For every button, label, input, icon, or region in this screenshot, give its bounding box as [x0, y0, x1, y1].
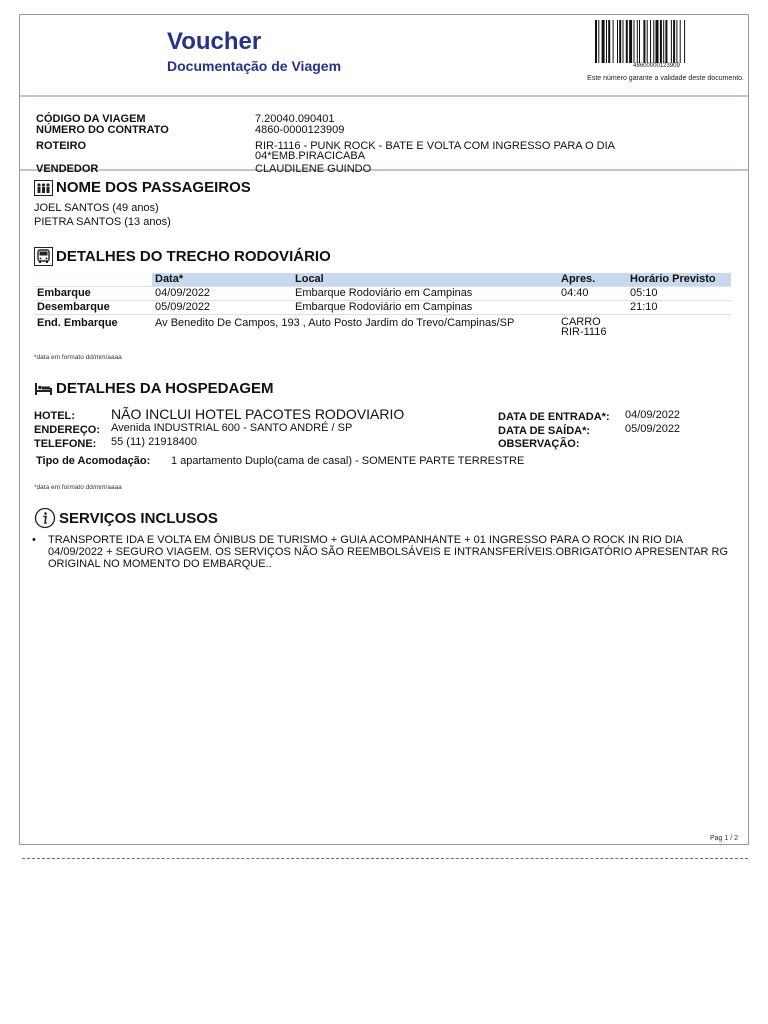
table-header: Local [292, 273, 558, 287]
cut-line [22, 858, 748, 859]
voucher-title: Voucher [167, 28, 262, 55]
row-label: Embarque [34, 287, 152, 301]
barcode [595, 20, 718, 63]
entrada-value: 04/09/2022 [625, 409, 681, 421]
info-icon [34, 507, 56, 529]
cell-apres: CARRO RIR-1116 [558, 315, 627, 338]
cell-local: Embarque Rodoviário em Campinas [292, 301, 558, 315]
hospedagem-title: DETALHES DA HOSPEDAGEM [56, 380, 274, 397]
cell-apres: 04:40 [558, 287, 627, 301]
acomodacao-value: 1 apartamento Duplo(cama de casal) - SOMENTE PARTE TERRESTRE [171, 455, 525, 467]
bullet-icon: • [32, 534, 36, 546]
servicos-heading [34, 507, 218, 529]
cell-data: 05/09/2022 [152, 301, 292, 315]
passenger-list [34, 202, 171, 229]
cell-apres [558, 301, 627, 315]
roteiro-row [20, 141, 748, 163]
table-header: Horário Previsto [627, 273, 731, 287]
trecho-heading [34, 248, 331, 265]
cell-horario: 21:10 [627, 301, 731, 315]
acomodacao-label: Tipo de Acomodação: [36, 455, 151, 467]
codigo-label: CÓDIGO DA VIAGEM [36, 113, 146, 125]
table-row [34, 315, 731, 338]
voucher-page [19, 14, 749, 845]
contrato-value: 4860-0000123909 [255, 124, 345, 136]
hospedagem-date-note: *data em formato dd/mm/aaaa [34, 484, 122, 491]
passageiros-title: NOME DOS PASSAGEIROS [56, 179, 251, 196]
row-label: End. Embarque [34, 315, 152, 338]
trecho-table [34, 273, 731, 337]
observacao-label: OBSERVAÇÃO: [498, 438, 580, 450]
roteiro-value: RIR-1116 - PUNK ROCK - BATE E VOLTA COM INGRESSO PARA O DIA 04*EMB.PIRACICABA [255, 140, 615, 162]
cell-address: Av Benedito De Campos, 193 , Auto Posto Jardim do Trevo/Campinas/SP [152, 315, 558, 338]
trip-info [20, 97, 748, 175]
bus-icon [34, 249, 53, 265]
table-header: Apres. [558, 273, 627, 287]
passengers-icon [34, 180, 53, 196]
telefone-label: TELEFONE: [34, 438, 97, 450]
bed-icon [34, 381, 53, 397]
hotel-label: HOTEL: [34, 410, 75, 422]
table-header-row [34, 273, 731, 287]
voucher-header [20, 15, 748, 97]
entrada-label: DATA DE ENTRADA*: [498, 411, 610, 423]
cell-local: Embarque Rodoviário em Campinas [292, 287, 558, 301]
trecho-date-note: *data em formato dd/mm/aaaa [34, 354, 122, 361]
contrato-row [20, 125, 748, 136]
vendedor-value: CLAUDILENE GUINDO [255, 163, 372, 175]
roteiro-label: ROTEIRO [36, 140, 87, 152]
hotel-value: NÃO INCLUI HOTEL PACOTES RODOVIARIO [111, 406, 405, 422]
table-row [34, 301, 731, 315]
contrato-label: NÚMERO DO CONTRATO [36, 124, 169, 136]
codigo-value: 7.20040.090401 [255, 113, 335, 125]
servicos-item: TRANSPORTE IDA E VOLTA EM ÔNIBUS DE TURISMO + GUIA ACOMPANHANTE + 01 INGRESSO PARA O ROCK IN RIO DIA 04/09/2022 + SEGURO VIAGEM. OS SERVIÇOS NÃO SÃO REEMBOLSÁVEIS E INTRANSFERÍVEIS.OBRIGATÓRIO APRESENTAR RG ORIGINAL NO MOMENTO DO EMBARQUE.. [48, 534, 729, 570]
telefone-value: 55 (11) 21918400 [111, 436, 198, 448]
hospedagem-heading [34, 380, 274, 397]
validity-note: Este número garante a validade deste documento. [587, 75, 744, 82]
servicos-title: SERVIÇOS INCLUSOS [59, 509, 218, 527]
saida-label: DATA DE SAÍDA*: [498, 425, 591, 437]
passenger-name: JOEL SANTOS (49 anos) [34, 202, 159, 214]
table-header-blank [34, 273, 152, 287]
row-label: Desembarque [34, 301, 152, 315]
passenger-name: PIETRA SANTOS (13 anos) [34, 215, 171, 228]
vendedor-label: VENDEDOR [36, 163, 99, 175]
cell-horario [627, 315, 731, 338]
endereco-label: ENDEREÇO: [34, 424, 101, 436]
vendedor-row [20, 164, 748, 175]
cell-horario: 05:10 [627, 287, 731, 301]
table-row [34, 287, 731, 301]
trecho-title: DETALHES DO TRECHO RODOVIÁRIO [56, 248, 331, 265]
table-header: Data* [152, 273, 292, 287]
barcode-number: 48600000123909 [633, 63, 680, 69]
page-number: Pag 1 / 2 [709, 835, 738, 842]
passageiros-heading [34, 179, 251, 196]
saida-value: 05/09/2022 [625, 423, 681, 435]
voucher-subtitle: Documentação de Viagem [167, 58, 342, 74]
cell-data: 04/09/2022 [152, 287, 292, 301]
endereco-value: Avenida INDUSTRIAL 600 - SANTO ANDRÉ / SP [111, 422, 353, 434]
